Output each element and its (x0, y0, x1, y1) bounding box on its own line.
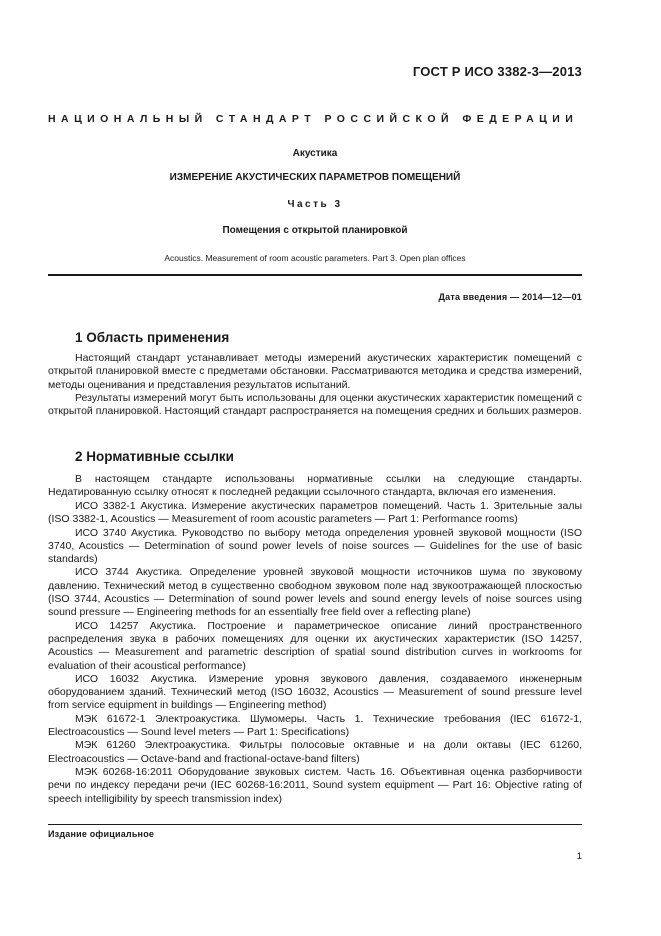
subject-title: Акустика (292, 148, 338, 159)
reference-item: ИСО 3740 Акустика. Руководство по выбору метода определения уровней звуковой мощности (ISO 3740, Acoustics — Determination of sound power levels of noise sources — Guidelines for the use of basic standards) (48, 526, 582, 566)
document-code: ГОСТ Р ИСО 3382-3—2013 (412, 64, 582, 79)
reference-item: МЭК 61260 Электроакустика. Фильтры полосовые октавные и на доли октавы (IEC 61260, Electroacoustics — Octave-band and fractional-octave-band filters) (48, 739, 582, 765)
section-heading-scope: 1 Область применения (75, 330, 230, 345)
document-subtitle: Помещения с открытой планировкой (222, 225, 408, 236)
scope-paragraph: Настоящий стандарт устанавливает методы измерений акустических характеристик помещений с открытой планировкой вместе с предметами обстановки. Рассматриваются методика и средства измерений, методы оценивания и представления результатов испытаний. (48, 352, 582, 391)
reference-item: МЭК 61672-1 Электроакустика. Шумомеры. Часть 1. Технические требования (IEC 61672-1, Electroacoustics — Sound level meters — Part 1: Specifications) (48, 712, 582, 739)
reference-list (48, 500, 582, 806)
page-number: 1 (576, 851, 582, 862)
footer-divider (48, 824, 582, 825)
edition-label: Издание официальное (48, 829, 155, 839)
english-title: Acoustics. Measurement of room acoustic parameters. Part 3. Open plan offices (164, 253, 466, 263)
title-divider (48, 274, 582, 276)
national-standard-banner: НАЦИОНАЛЬНЫЙ СТАНДАРТ РОССИЙСКОЙ ФЕДЕРАЦИИ (48, 113, 579, 125)
reference-item: МЭК 60268-16:2011 Оборудование звуковых систем. Часть 16. Объективная оценка разборчивости речи по индексу передачи речи (IEC 60268-16:2011, Sound system equipment — Part 16: Objective rating of speech intelligibility by speech transmission index) (48, 765, 582, 805)
section-heading-normative-references: 2 Нормативные ссылки (75, 449, 234, 464)
reference-item: ИСО 16032 Акустика. Измерение уровня звукового давления, создаваемого инженерным оборудованием зданий. Технический метод (ISO 16032, Acoustics — Measurement of sound pressure level from service equipment in buildings — Engineering method) (48, 672, 582, 712)
document-title: ИЗМЕРЕНИЕ АКУСТИЧЕСКИХ ПАРАМЕТРОВ ПОМЕЩЕНИЙ (169, 172, 461, 183)
reference-item: ИСО 3744 Акустика. Определение уровней звуковой мощности источников шума по звуковому давлению. Технический метод в существенно свободном звуковом поле над звукоотражающей плоскостью (ISO 3744, Acoustics — Determination of sound power levels and sound energy levels of noise sources using sound pressure — Engineering methods for an essentially free field over a reflecting plane) (48, 566, 582, 619)
scope-paragraph: Результаты измерений могут быть использованы для оценки акустических характеристик помещений с открытой планировкой. Настоящий стандарт распространяется на помещения средних и больших размеров. (48, 392, 582, 418)
part-label: Часть 3 (287, 199, 343, 210)
reference-item: ИСО 14257 Акустика. Построение и параметрическое описание линий пространственного распределения звука в рабочих помещениях для оценки их акустических характеристик (ISO 14257, Acoustics — Measurement and parametric description of spatial sound distribution curves in workrooms for evaluation of their acoustical performance) (48, 619, 582, 672)
references-intro: В настоящем стандарте использованы нормативные ссылки на следующие стандарты. Недатированную ссылку относят к последней редакции ссылочного стандарта, включая его изменения. (48, 473, 582, 499)
effective-date: Дата введения — 2014—12—01 (438, 292, 582, 302)
reference-item: ИСО 3382-1 Акустика. Измерение акустических параметров помещений. Часть 1. Зрительные залы (ISO 3382-1, Acoustics — Measurement of room acoustic parameters — Part 1: Performance rooms) (48, 500, 582, 526)
